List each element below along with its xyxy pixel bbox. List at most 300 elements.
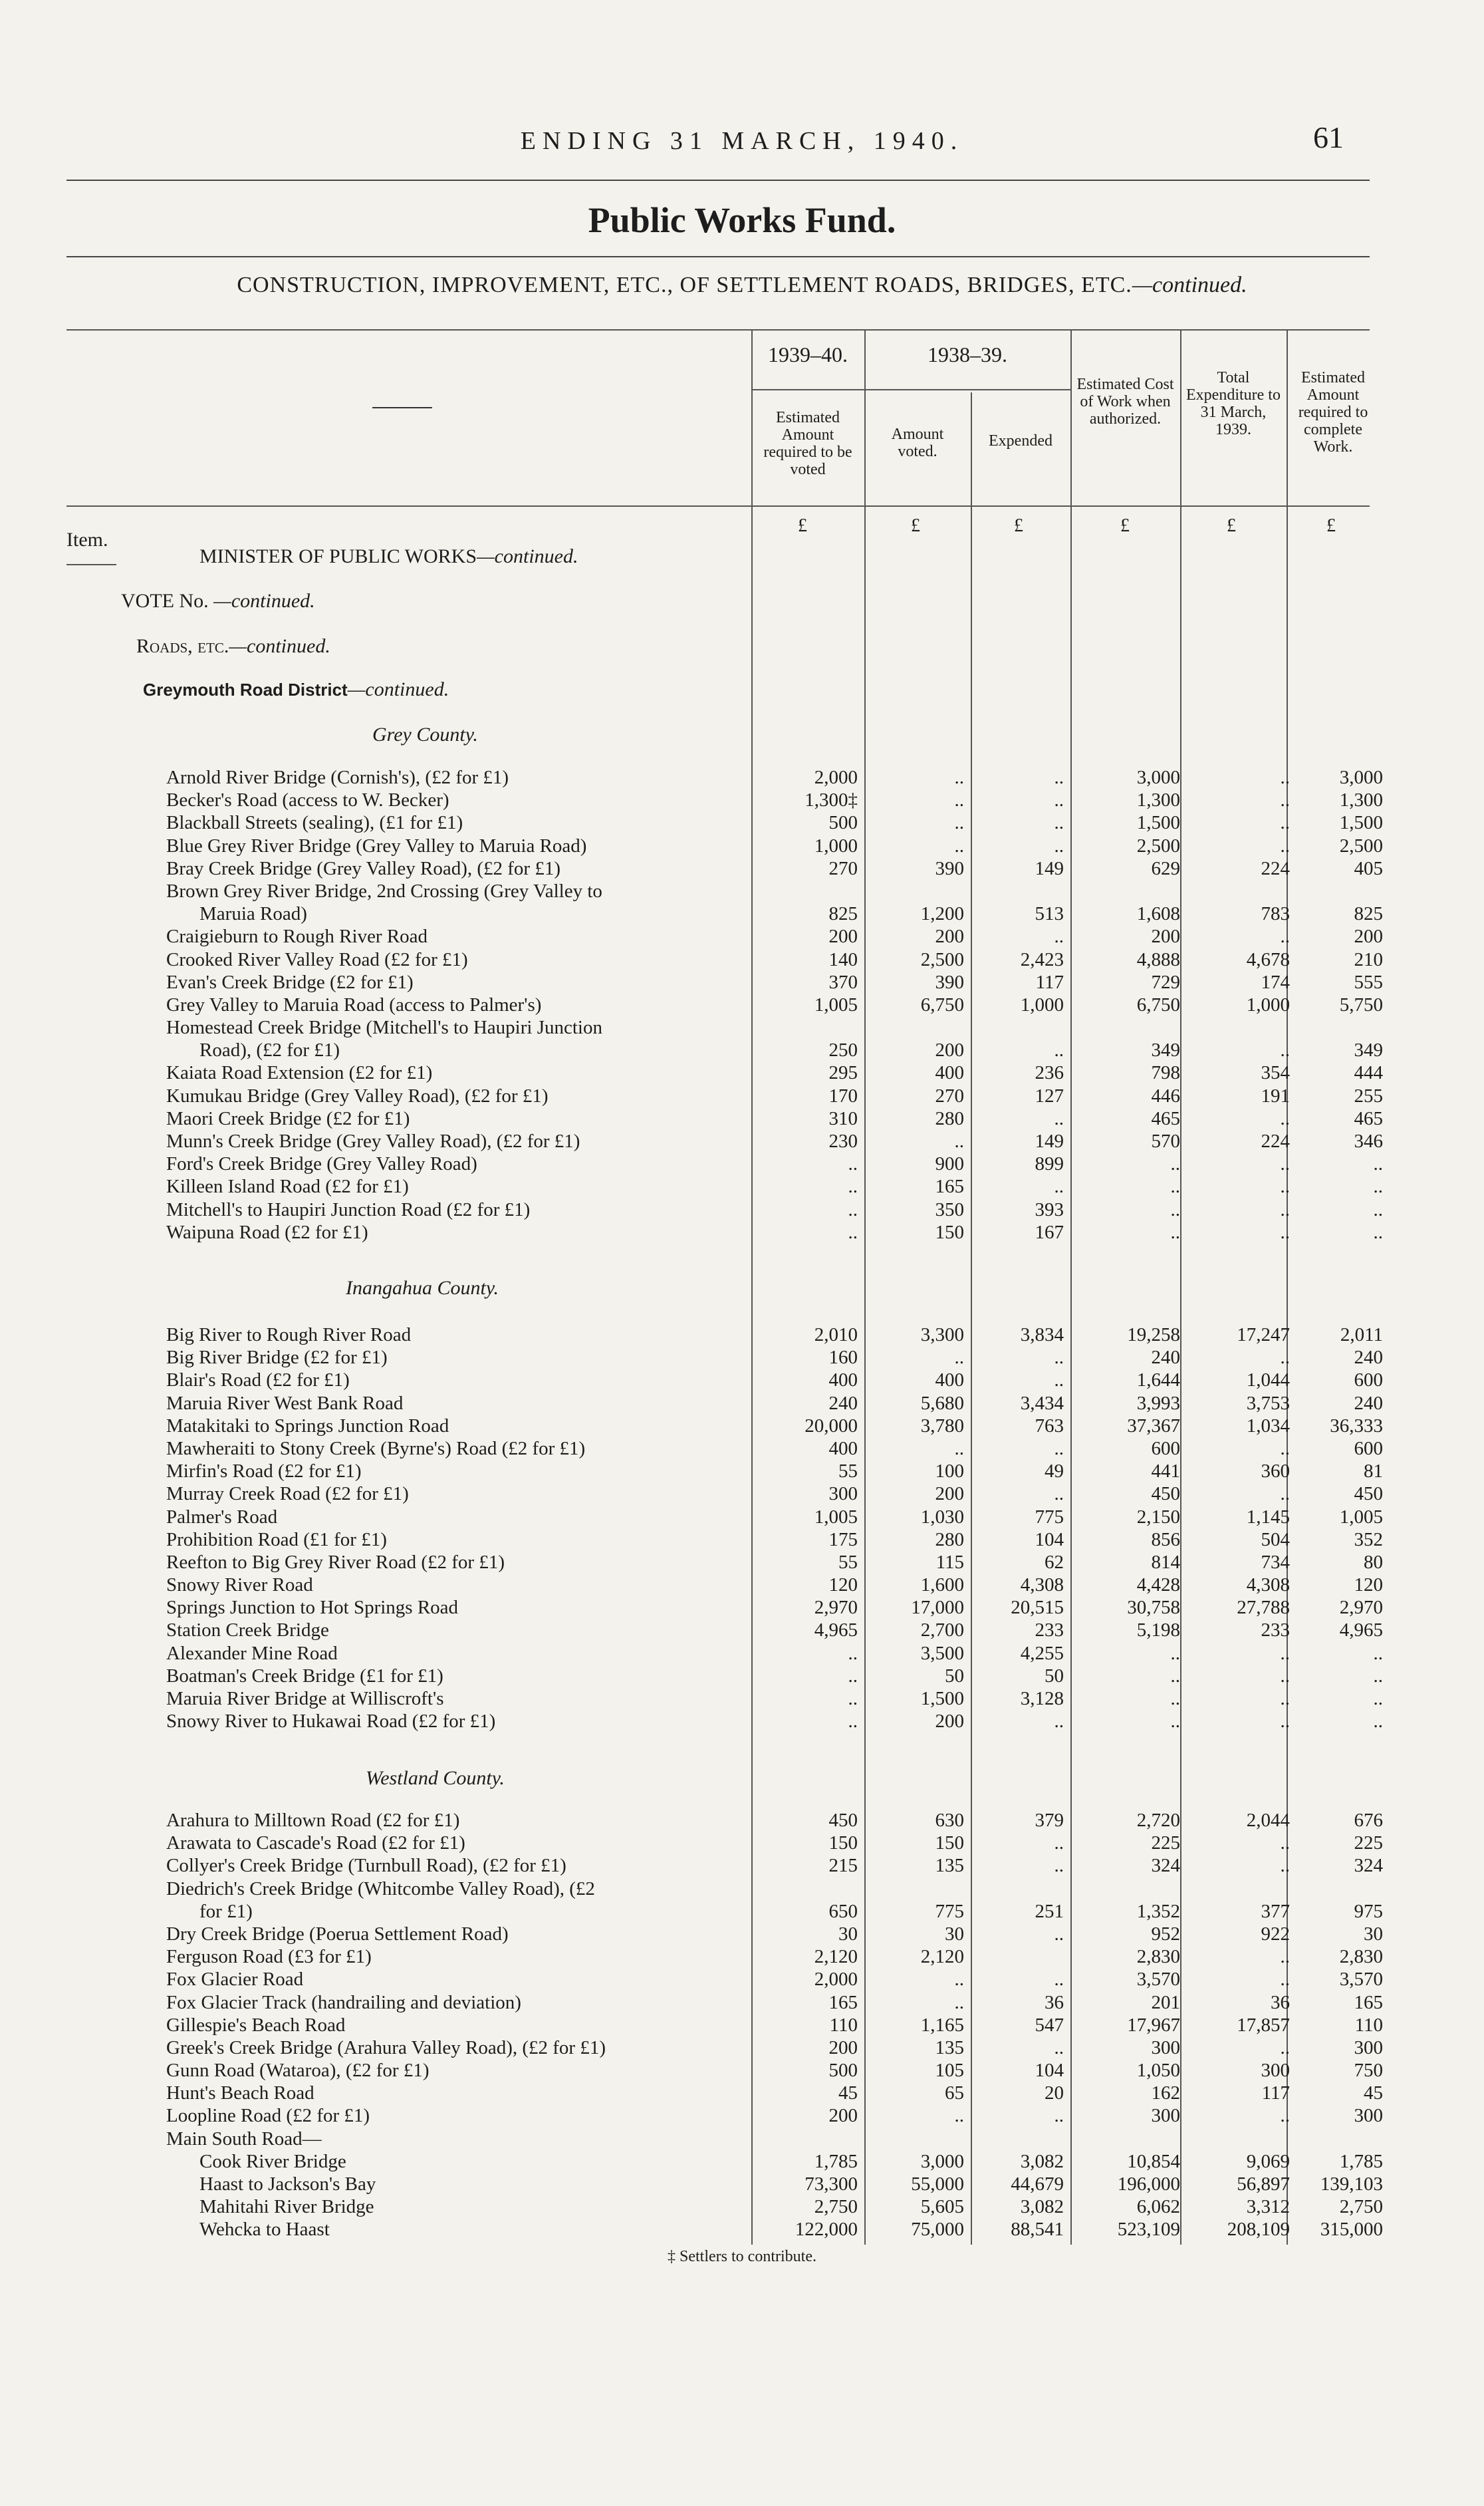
vote-heading: VOTE No. —continued. [121, 590, 315, 612]
inangahua-county-heading: Inangahua County. [346, 1277, 499, 1299]
row-cell-c4: 523,109 [1117, 2219, 1180, 2241]
row-cell-c5: .. [1280, 1711, 1290, 1733]
item-rule [66, 564, 116, 565]
row-cell-c2: 1,200 [920, 903, 964, 925]
row-cell-c2: 150 [935, 1221, 964, 1243]
row-cell-c4: 465 [1151, 1107, 1180, 1129]
row-cell-c2: 3,300 [920, 1324, 964, 1345]
currency-symbol: £ [1120, 515, 1130, 536]
row-cell-c2: 900 [935, 1153, 964, 1175]
row-cell-c5: 734 [1261, 1551, 1290, 1573]
row-name: Prohibition Road (£1 for £1) [166, 1528, 387, 1550]
row-cell-c2: 200 [935, 1040, 964, 1061]
row-cell-c3: .. [1054, 1969, 1064, 1991]
row-cell-c6: 405 [1354, 857, 1383, 879]
row-cell-c6: 450 [1354, 1483, 1383, 1505]
row-name: Mitchell's to Haupiri Junction Road (£2 for £1) [166, 1198, 531, 1220]
row-cell-c6: 80 [1364, 1551, 1383, 1573]
row-cell-c3: .. [1054, 2036, 1064, 2058]
row-cell-c1: 1,300‡ [804, 789, 858, 811]
row-cell-c2: 400 [935, 1369, 964, 1391]
row-cell-c1: 165 [828, 1991, 858, 2013]
row-cell-c6: 200 [1354, 926, 1383, 948]
row-cell-c3: 899 [1035, 1153, 1064, 1175]
row-cell-c5: 27,788 [1237, 1597, 1290, 1619]
row-cell-c3: 3,434 [1020, 1392, 1064, 1414]
row-cell-c4: 856 [1151, 1528, 1180, 1550]
row-cell-c3: .. [1054, 1347, 1064, 1369]
row-cell-c3: 149 [1035, 1131, 1064, 1152]
row-cell-c6: 600 [1354, 1437, 1383, 1459]
row-cell-c4: 3,993 [1136, 1392, 1180, 1414]
row-cell-c6: 139,103 [1320, 2173, 1383, 2195]
row-cell-c2: .. [954, 1969, 964, 1991]
row-cell-c1: 1,000 [814, 835, 858, 857]
row-cell-c6: 110 [1354, 2014, 1383, 2036]
row-cell-c4: 17,967 [1127, 2014, 1180, 2036]
row-cell-c1: 200 [828, 2036, 858, 2058]
row-cell-c4: 1,300 [1136, 789, 1180, 811]
row-cell-c6: 555 [1354, 971, 1383, 993]
row-cell-c2: .. [954, 1131, 964, 1152]
row-cell-c3: 379 [1035, 1810, 1064, 1831]
title-rule [66, 256, 1370, 257]
row-name: Wehcka to Haast [199, 2219, 330, 2241]
row-cell-c4: 3,570 [1136, 1969, 1180, 1991]
row-cell-c2: .. [954, 835, 964, 857]
row-cell-c3: .. [1054, 1832, 1064, 1854]
row-cell-c3: 3,834 [1020, 1324, 1064, 1345]
row-cell-c6: 1,005 [1339, 1506, 1383, 1528]
row-cell-c5: .. [1280, 1437, 1290, 1459]
row-cell-c1: 2,000 [814, 767, 858, 788]
row-name: Crooked River Valley Road (£2 for £1) [166, 948, 468, 970]
row-cell-c3: 167 [1035, 1221, 1064, 1243]
page-number: 61 [1313, 120, 1344, 154]
row-cell-c5: .. [1280, 1688, 1290, 1709]
row-name: Fox Glacier Track (handrailing and deviation) [166, 1991, 521, 2013]
row-name: Mirfin's Road (£2 for £1) [166, 1461, 362, 1482]
row-name: Kaiata Road Extension (£2 for £1) [166, 1062, 433, 1084]
row-cell-c3: 104 [1035, 1528, 1064, 1550]
row-cell-c5: .. [1280, 2105, 1290, 2127]
row-cell-c1: .. [848, 1711, 858, 1733]
row-cell-c6: 30 [1364, 1923, 1383, 1945]
row-cell-c5: .. [1280, 1665, 1290, 1687]
row-name: Dry Creek Bridge (Poerua Settlement Road) [166, 1923, 509, 1945]
header-year-1938: 1938–39. [928, 343, 1007, 366]
row-cell-c4: 19,258 [1127, 1324, 1180, 1345]
row-cell-c3: .. [1054, 1855, 1064, 1877]
row-cell-c2: 390 [935, 857, 964, 879]
minister-heading: MINISTER OF PUBLIC WORKS—continued. [199, 545, 578, 567]
row-cell-c4: 6,750 [1136, 994, 1180, 1016]
row-cell-c4: 600 [1151, 1437, 1180, 1459]
row-cell-c1: .. [848, 1688, 858, 1709]
row-name: Fox Glacier Road [166, 1969, 304, 1991]
row-cell-c2: 2,120 [920, 1946, 964, 1968]
row-cell-c1: 45 [838, 2082, 858, 2104]
row-cell-c2: 150 [935, 1832, 964, 1854]
row-cell-c1: 2,010 [814, 1324, 858, 1345]
row-cell-c5: .. [1280, 1946, 1290, 1968]
row-cell-c6: 1,785 [1339, 2150, 1383, 2172]
row-name: Big River to Rough River Road [166, 1324, 412, 1345]
row-cell-c6: 2,011 [1340, 1324, 1383, 1345]
row-cell-c5: .. [1280, 1855, 1290, 1877]
row-cell-c4: 5,198 [1136, 1619, 1180, 1641]
row-cell-c2: 1,600 [920, 1574, 964, 1596]
row-cell-c6: 4,965 [1339, 1619, 1383, 1641]
header-amount-voted: Amount voted. [891, 426, 944, 460]
row-name: Road), (£2 for £1) [199, 1040, 340, 1061]
row-cell-c5: 36 [1271, 1991, 1290, 2013]
row-cell-c3: .. [1054, 767, 1064, 788]
header-expended: Expended [989, 432, 1052, 450]
currency-symbol: £ [798, 515, 807, 536]
row-cell-c1: 270 [828, 857, 858, 879]
row-cell-c3: 4,308 [1020, 1574, 1064, 1596]
row-cell-c6: .. [1373, 1221, 1383, 1243]
row-cell-c5: .. [1280, 1832, 1290, 1854]
row-cell-c1: 110 [829, 2014, 858, 2036]
row-name: Reefton to Big Grey River Road (£2 for £1) [166, 1551, 505, 1573]
row-cell-c6: 255 [1354, 1085, 1383, 1107]
header-est-complete: Estimated Amount required to complete Work. [1298, 369, 1368, 456]
row-cell-c2: 3,000 [920, 2150, 964, 2172]
row-cell-c1: 2,000 [814, 1969, 858, 1991]
row-cell-c4: 225 [1151, 1832, 1180, 1854]
row-cell-c2: 390 [935, 971, 964, 993]
row-cell-c1: 1,785 [814, 2150, 858, 2172]
row-cell-c5: .. [1280, 2036, 1290, 2058]
row-cell-c1: 2,970 [814, 1597, 858, 1619]
row-cell-c2: 115 [935, 1551, 964, 1573]
row-cell-c5: 2,044 [1246, 1810, 1290, 1831]
row-cell-c3: .. [1054, 926, 1064, 948]
row-name: Brown Grey River Bridge, 2nd Crossing (Grey Valley to [166, 880, 602, 902]
row-cell-c2: 30 [945, 1923, 964, 1945]
row-cell-c5: 117 [1261, 2082, 1290, 2104]
row-cell-c1: 120 [828, 1574, 858, 1596]
row-name: Mawheraiti to Stony Creek (Byrne's) Road (£2 for £1) [166, 1437, 586, 1459]
row-cell-c3: 20,515 [1011, 1597, 1064, 1619]
row-cell-c1: 170 [828, 1085, 858, 1107]
col-divider [751, 329, 753, 2245]
row-cell-c1: 500 [828, 812, 858, 834]
row-cell-c1: 122,000 [795, 2219, 858, 2241]
row-name: Haast to Jackson's Bay [199, 2173, 376, 2195]
row-cell-c6: .. [1373, 1153, 1383, 1175]
row-name: Alexander Mine Road [166, 1642, 338, 1664]
row-cell-c5: 4,678 [1246, 948, 1290, 970]
row-name: Evan's Creek Bridge (£2 for £1) [166, 971, 414, 993]
table-subtitle [0, 273, 1484, 298]
row-name: Arahura to Milltown Road (£2 for £1) [166, 1810, 460, 1831]
row-name: Main South Road— [166, 2128, 322, 2150]
row-cell-c2: 1,030 [920, 1506, 964, 1528]
row-name: Arawata to Cascade's Road (£2 for £1) [166, 1832, 465, 1854]
row-cell-c3: .. [1054, 1711, 1064, 1733]
row-cell-c6: 352 [1354, 1528, 1383, 1550]
row-cell-c5: .. [1280, 1969, 1290, 1991]
row-cell-c6: .. [1373, 1688, 1383, 1709]
row-cell-c4: 240 [1151, 1347, 1180, 1369]
row-cell-c6: 165 [1354, 1991, 1383, 2013]
row-cell-c6: 5,750 [1339, 994, 1383, 1016]
row-cell-c2: 50 [945, 1665, 964, 1687]
row-cell-c2: 200 [935, 1711, 964, 1733]
row-cell-c2: 775 [935, 1900, 964, 1922]
row-cell-c3: 49 [1045, 1461, 1064, 1482]
row-cell-c5: 233 [1261, 1619, 1290, 1641]
row-cell-c1: 30 [838, 1923, 858, 1945]
row-cell-c1: 55 [838, 1551, 858, 1573]
row-name: Ferguson Road (£3 for £1) [166, 1946, 372, 1968]
row-cell-c5: .. [1280, 789, 1290, 811]
row-cell-c1: 200 [828, 926, 858, 948]
row-cell-c3: 236 [1035, 1062, 1064, 1084]
currency-symbol: £ [1014, 515, 1023, 536]
row-cell-c1: 2,120 [814, 1946, 858, 1968]
row-cell-c3: .. [1054, 835, 1064, 857]
row-cell-c1: 250 [828, 1040, 858, 1061]
row-cell-c2: 200 [935, 926, 964, 948]
row-cell-c4: 200 [1151, 926, 1180, 948]
row-cell-c5: .. [1280, 1347, 1290, 1369]
row-cell-c3: 775 [1035, 1506, 1064, 1528]
row-cell-c4: 4,888 [1136, 948, 1180, 970]
row-cell-c1: 1,005 [814, 994, 858, 1016]
row-name: Matakitaki to Springs Junction Road [166, 1415, 449, 1437]
subtitle-main: CONSTRUCTION, IMPROVEMENT, ETC., OF SETTLEMENT ROADS, BRIDGES, ETC. [237, 273, 1132, 297]
year-1939-underline [751, 389, 864, 390]
row-cell-c4: 4,428 [1136, 1574, 1180, 1596]
row-cell-c5: 56,897 [1237, 2173, 1290, 2195]
row-cell-c4: 814 [1151, 1551, 1180, 1573]
row-cell-c5: 783 [1261, 903, 1290, 925]
row-name: Snowy River Road [166, 1574, 313, 1596]
row-cell-c5: 354 [1261, 1062, 1290, 1084]
row-cell-c2: .. [954, 1991, 964, 2013]
item-label: Item. [66, 529, 108, 551]
row-cell-c3: 1,000 [1020, 994, 1064, 1016]
row-cell-c4: 1,644 [1136, 1369, 1180, 1391]
col-divider [1070, 329, 1072, 2245]
row-cell-c1: .. [848, 1642, 858, 1664]
row-cell-c1: 2,750 [814, 2196, 858, 2218]
header-est-required: Estimated Amount required to be voted [763, 409, 852, 478]
row-name: Munn's Creek Bridge (Grey Valley Road), (£2 for £1) [166, 1131, 580, 1152]
row-name: Homestead Creek Bridge (Mitchell's to Haupiri Junction [166, 1017, 602, 1039]
dash-mark [372, 407, 432, 408]
row-cell-c6: 600 [1354, 1369, 1383, 1391]
row-name: Kumukau Bridge (Grey Valley Road), (£2 for £1) [166, 1085, 549, 1107]
row-cell-c4: 1,500 [1136, 812, 1180, 834]
row-cell-c5: 377 [1261, 1900, 1290, 1922]
row-cell-c3: 104 [1035, 2060, 1064, 2082]
row-cell-c4: 196,000 [1117, 2173, 1180, 2195]
row-cell-c4: 2,830 [1136, 1946, 1180, 1968]
row-cell-c1: 310 [828, 1107, 858, 1129]
grey-county-heading: Grey County. [372, 724, 478, 746]
row-cell-c6: 120 [1354, 1574, 1383, 1596]
row-cell-c4: 952 [1151, 1923, 1180, 1945]
row-cell-c6: .. [1373, 1198, 1383, 1220]
row-cell-c5: 504 [1261, 1528, 1290, 1550]
row-cell-c5: 4,308 [1246, 1574, 1290, 1596]
row-name: Blair's Road (£2 for £1) [166, 1369, 350, 1391]
row-cell-c3: 4,255 [1020, 1642, 1064, 1664]
row-cell-c4: .. [1170, 1688, 1180, 1709]
row-cell-c6: 676 [1354, 1810, 1383, 1831]
table-top-rule [66, 329, 1370, 331]
row-name: Mahitahi River Bridge [199, 2196, 374, 2218]
row-cell-c6: 2,500 [1339, 835, 1383, 857]
roads-heading: Roads, etc.—continued. [136, 635, 330, 657]
row-cell-c5: 1,044 [1246, 1369, 1290, 1391]
row-cell-c2: 165 [935, 1176, 964, 1198]
row-cell-c4: 1,050 [1136, 2060, 1180, 2082]
row-name: Blackball Streets (sealing), (£1 for £1) [166, 812, 463, 834]
row-cell-c1: .. [848, 1176, 858, 1198]
row-cell-c1: 400 [828, 1437, 858, 1459]
row-cell-c6: 300 [1354, 2105, 1383, 2127]
row-cell-c4: .. [1170, 1176, 1180, 1198]
row-cell-c5: .. [1280, 1483, 1290, 1505]
running-head: ENDING 31 MARCH, 1940. [520, 127, 964, 155]
row-cell-c4: .. [1170, 1153, 1180, 1175]
row-cell-c4: 6,062 [1136, 2196, 1180, 2218]
row-cell-c1: .. [848, 1221, 858, 1243]
row-cell-c5: .. [1280, 926, 1290, 948]
row-cell-c4: 450 [1151, 1483, 1180, 1505]
row-name: Cook River Bridge [199, 2150, 346, 2172]
row-cell-c4: 30,758 [1127, 1597, 1180, 1619]
row-cell-c4: 570 [1151, 1131, 1180, 1152]
row-cell-c5: .. [1280, 1221, 1290, 1243]
row-cell-c4: 349 [1151, 1040, 1180, 1061]
row-name: Gillespie's Beach Road [166, 2014, 346, 2036]
row-cell-c4: 201 [1151, 1991, 1180, 2013]
row-cell-c6: 3,570 [1339, 1969, 1383, 1991]
row-cell-c3: 547 [1035, 2014, 1064, 2036]
row-name: Ford's Creek Bridge (Grey Valley Road) [166, 1153, 477, 1175]
row-cell-c2: 17,000 [911, 1597, 964, 1619]
row-cell-c2: 630 [935, 1810, 964, 1831]
row-cell-c5: 3,312 [1246, 2196, 1290, 2218]
row-cell-c2: 280 [935, 1107, 964, 1129]
row-cell-c3: 3,082 [1020, 2196, 1064, 2218]
header-total-expenditure: Total Expenditure to 31 March, 1939. [1186, 369, 1281, 438]
row-name: Loopline Road (£2 for £1) [166, 2105, 370, 2127]
row-cell-c6: 346 [1354, 1131, 1383, 1152]
currency-symbol: £ [1326, 515, 1336, 536]
row-cell-c3: 3,082 [1020, 2150, 1064, 2172]
row-cell-c2: 100 [935, 1461, 964, 1482]
row-cell-c1: 4,965 [814, 1619, 858, 1641]
row-cell-c2: .. [954, 1347, 964, 1369]
row-cell-c2: .. [954, 767, 964, 788]
row-cell-c3: 127 [1035, 1085, 1064, 1107]
row-cell-c6: 300 [1354, 2036, 1383, 2058]
row-cell-c3: 62 [1045, 1551, 1064, 1573]
row-cell-c5: 1,000 [1246, 994, 1290, 1016]
row-name: Maruia River West Bank Road [166, 1392, 404, 1414]
row-cell-c3: .. [1054, 1107, 1064, 1129]
row-cell-c4: 37,367 [1127, 1415, 1180, 1437]
district-heading: Greymouth Road District—continued. [143, 678, 449, 700]
row-cell-c2: 3,780 [920, 1415, 964, 1437]
row-cell-c6: 45 [1364, 2082, 1383, 2104]
col-divider [971, 392, 972, 2245]
header-year-1939: 1939–40. [768, 343, 848, 366]
row-cell-c4: .. [1170, 1711, 1180, 1733]
row-cell-c5: 224 [1261, 857, 1290, 879]
row-cell-c6: 2,970 [1339, 1597, 1383, 1619]
row-cell-c3: .. [1054, 1923, 1064, 1945]
row-cell-c2: 55,000 [911, 2173, 964, 2195]
row-cell-c5: .. [1280, 812, 1290, 834]
row-cell-c3: 251 [1035, 1900, 1064, 1922]
row-cell-c4: .. [1170, 1642, 1180, 1664]
row-cell-c1: 650 [828, 1900, 858, 1922]
row-cell-c2: 135 [935, 1855, 964, 1877]
row-cell-c4: 798 [1151, 1062, 1180, 1084]
row-name: Maruia River Bridge at Williscroft's [166, 1688, 444, 1709]
row-cell-c5: .. [1280, 1107, 1290, 1129]
row-cell-c2: .. [954, 1437, 964, 1459]
row-cell-c3: 513 [1035, 903, 1064, 925]
row-cell-c1: 370 [828, 971, 858, 993]
row-cell-c6: 324 [1354, 1855, 1383, 1877]
row-cell-c6: .. [1373, 1711, 1383, 1733]
row-cell-c2: 200 [935, 1483, 964, 1505]
row-cell-c3: .. [1054, 1369, 1064, 1391]
currency-symbol: £ [911, 515, 920, 536]
row-cell-c2: 135 [935, 2036, 964, 2058]
row-cell-c6: .. [1373, 1642, 1383, 1664]
row-name: Maori Creek Bridge (£2 for £1) [166, 1107, 410, 1129]
row-cell-c6: 240 [1354, 1392, 1383, 1414]
row-cell-c5: .. [1280, 1153, 1290, 1175]
row-cell-c1: 500 [828, 2060, 858, 2082]
row-cell-c1: 160 [828, 1347, 858, 1369]
row-name: Station Creek Bridge [166, 1619, 329, 1641]
row-cell-c2: 5,680 [920, 1392, 964, 1414]
row-name: Springs Junction to Hot Springs Road [166, 1597, 459, 1619]
footnote: ‡ Settlers to contribute. [668, 2248, 816, 2265]
row-cell-c4: 629 [1151, 857, 1180, 879]
row-cell-c1: 55 [838, 1461, 858, 1482]
row-cell-c1: 150 [828, 1832, 858, 1854]
row-cell-c4: 324 [1151, 1855, 1180, 1877]
row-cell-c3: .. [1054, 1176, 1064, 1198]
row-cell-c2: 2,700 [920, 1619, 964, 1641]
row-cell-c2: 5,605 [920, 2196, 964, 2218]
row-cell-c5: 360 [1261, 1461, 1290, 1482]
row-cell-c5: .. [1280, 1198, 1290, 1220]
row-cell-c4: 2,500 [1136, 835, 1180, 857]
row-name: Killeen Island Road (£2 for £1) [166, 1176, 409, 1198]
row-cell-c2: 2,500 [920, 948, 964, 970]
row-cell-c1: 215 [828, 1855, 858, 1877]
row-cell-c5: 300 [1261, 2060, 1290, 2082]
row-cell-c4: 729 [1151, 971, 1180, 993]
row-cell-c2: 6,750 [920, 994, 964, 1016]
row-cell-c5: .. [1280, 767, 1290, 788]
col-divider [1180, 329, 1181, 2245]
